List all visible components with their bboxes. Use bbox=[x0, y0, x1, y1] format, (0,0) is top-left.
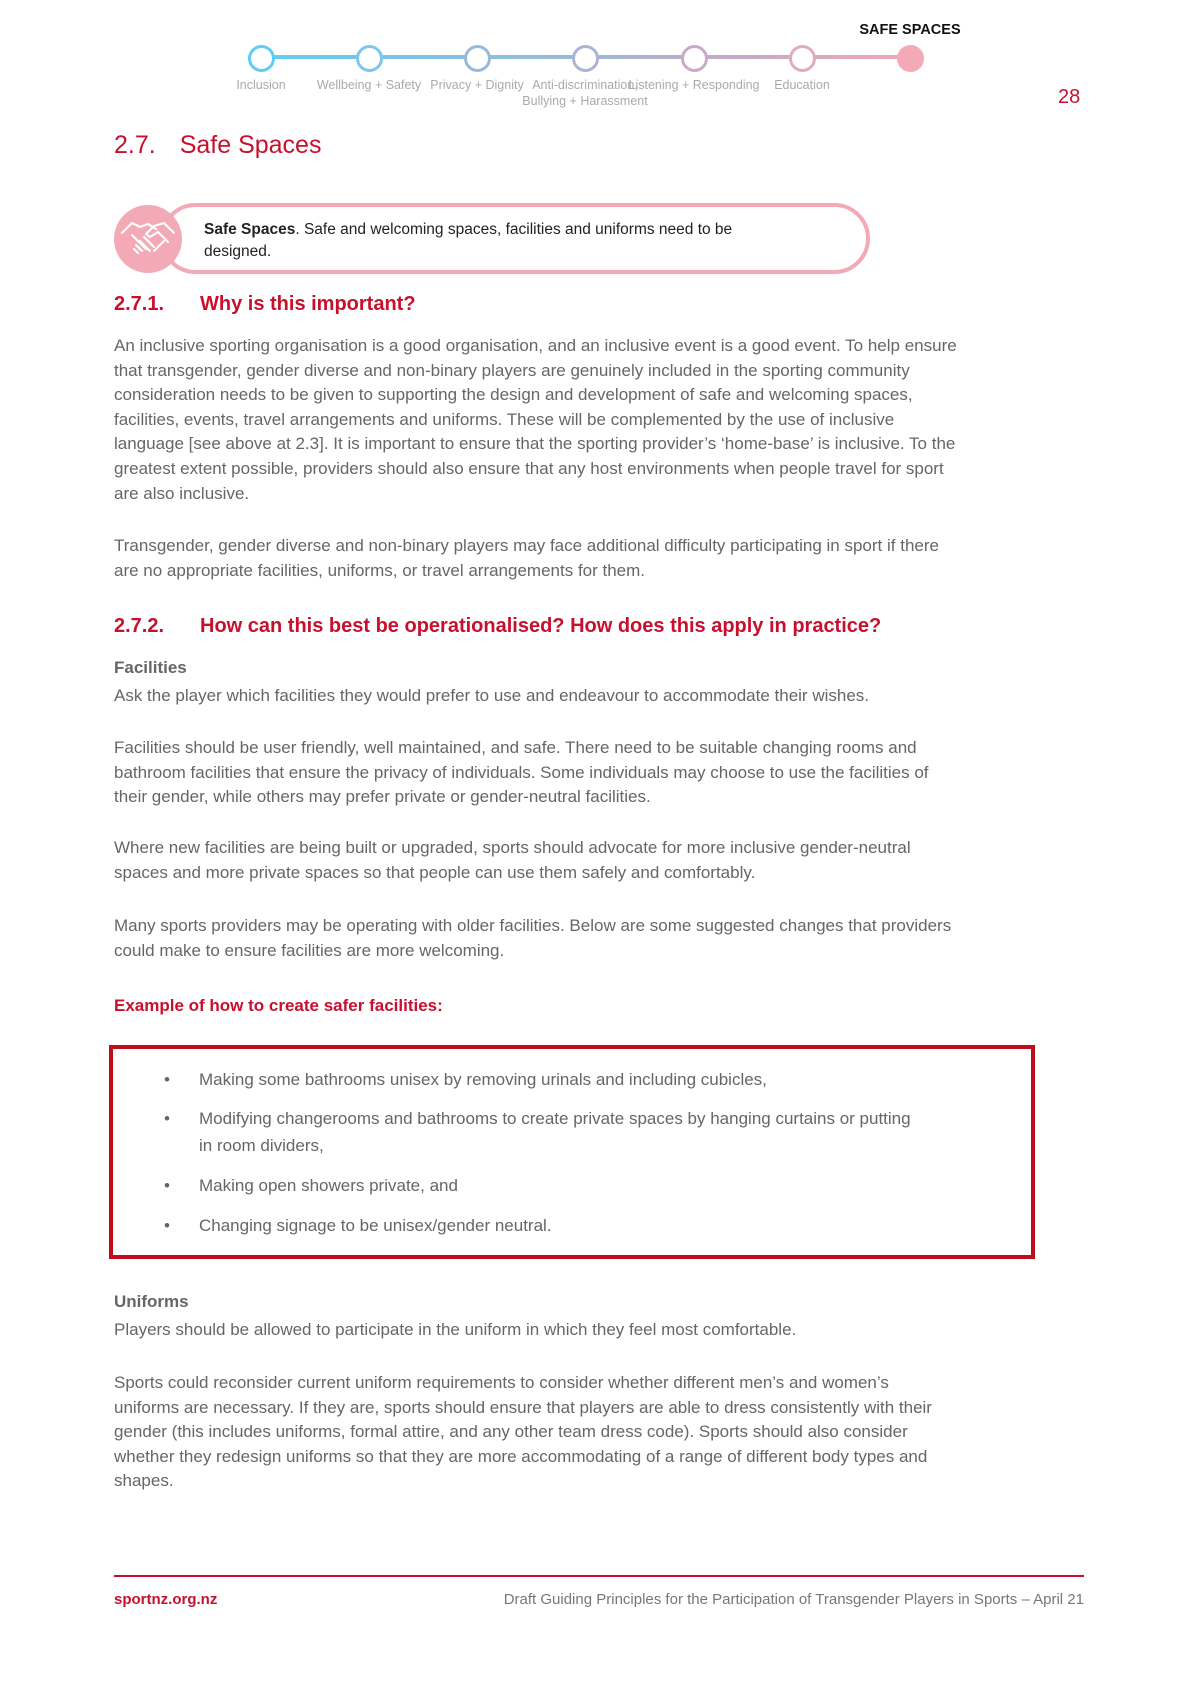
callout-text bbox=[204, 219, 784, 263]
bullet-icon: • bbox=[164, 1109, 170, 1128]
facilities-heading: Facilities bbox=[114, 658, 187, 677]
text-line: could make to ensure facilities are more welcoming. bbox=[114, 940, 505, 960]
text-line: in room dividers, bbox=[199, 1136, 324, 1155]
example-heading: Example of how to create safer facilities: bbox=[114, 996, 443, 1015]
timeline-label: Inclusion bbox=[236, 78, 286, 92]
bullet-item bbox=[199, 1172, 458, 1199]
subsection-number: 2.7.2. bbox=[114, 615, 165, 637]
footer-document-title: Draft Guiding Principles for the Participation of Transgender Players in Sports – April 21 bbox=[503, 1591, 1084, 1608]
bullet-item bbox=[199, 1066, 767, 1093]
footer-divider bbox=[114, 1575, 1084, 1577]
text-line: Many sports providers may be operating with older facilities. Below are some suggested changes that providers bbox=[114, 916, 952, 935]
section-title: Safe Spaces bbox=[179, 131, 322, 159]
timeline-dot bbox=[248, 45, 275, 72]
subsection-title: Why is this important? bbox=[200, 293, 416, 315]
text-line: whether they redesign uniforms so that they are more accommodating of a range of different body types and bbox=[114, 1446, 928, 1466]
text-line: Where new facilities are being built or upgraded, sports should advocate for more inclusive gender-neutral bbox=[114, 838, 911, 857]
text-line: are no appropriate facilities, uniforms, or travel arrangements for them. bbox=[114, 560, 646, 580]
text-line: language [see above at 2.3]. It is important to ensure that the sporting provider’s ‘home-base’ is inclusive. To the bbox=[114, 434, 956, 454]
bullet-item bbox=[199, 1212, 552, 1239]
timeline-dot bbox=[789, 45, 816, 72]
paragraph-uniforms-2 bbox=[114, 1371, 932, 1494]
page-number: 28 bbox=[1058, 86, 1081, 108]
timeline-dot bbox=[572, 45, 599, 72]
timeline-label: Education bbox=[774, 78, 830, 92]
text-line: gender (this includes uniforms, formal attire, and any other team dress code). Sports should also consider bbox=[114, 1422, 908, 1442]
paragraph-facilities-1 bbox=[114, 684, 869, 709]
bullet-icon: • bbox=[164, 1176, 170, 1195]
text-line: Transgender, gender diverse and non-binary players may face additional difficulty participating in sport if there bbox=[114, 536, 939, 555]
timeline-dot bbox=[356, 45, 383, 72]
paragraph-why-1 bbox=[114, 334, 957, 506]
timeline-label: Anti-discrimination, Bullying + Harassment bbox=[522, 78, 648, 108]
text-line: their gender, while others may prefer private or gender-neutral facilities. bbox=[114, 787, 651, 807]
timeline-dot-active bbox=[897, 45, 924, 72]
paragraph-why-2 bbox=[114, 534, 939, 583]
section-heading bbox=[114, 131, 345, 160]
callout-body: . Safe and welcoming spaces, facilities and uniforms need to be designed. bbox=[204, 221, 733, 260]
paragraph-facilities-4 bbox=[114, 914, 951, 963]
footer-site-link[interactable]: sportnz.org.nz bbox=[114, 1591, 218, 1608]
timeline-label: Wellbeing + Safety bbox=[316, 78, 422, 92]
bullet-icon: • bbox=[164, 1070, 170, 1089]
text-line: shapes. bbox=[114, 1471, 174, 1491]
text-line: Sports could reconsider current uniform requirements to consider whether different men’s and women’s bbox=[114, 1373, 889, 1392]
subsection-heading-practice bbox=[114, 615, 881, 638]
text-line: that transgender, gender diverse and non-binary players are genuinely included in the sporting community bbox=[114, 360, 910, 380]
text-line: facilities, events, travel arrangements and uniforms. These will be complemented by the use of inclusive bbox=[114, 409, 895, 429]
subsection-number: 2.7.1. bbox=[114, 293, 165, 315]
current-section-label: SAFE SPACES bbox=[859, 22, 961, 38]
section-number: 2.7. bbox=[114, 131, 156, 159]
text-line: bathroom facilities that ensure the privacy of individuals. Some individuals may choose to use the facilities of bbox=[114, 762, 929, 782]
text-line: greatest extent possible, providers should also ensure that any host environments when people travel for sport bbox=[114, 458, 944, 478]
paragraph-uniforms-1 bbox=[114, 1318, 796, 1343]
text-line: Players should be allowed to participate in the uniform in which they feel most comfortable. bbox=[114, 1320, 797, 1339]
timeline-dot bbox=[464, 45, 491, 72]
timeline-label: Privacy + Dignity bbox=[430, 78, 524, 92]
timeline-dot bbox=[681, 45, 708, 72]
text-line: consideration needs to be given to supporting the design and development of safe and welcoming spaces, bbox=[114, 385, 913, 405]
text-line: Making some bathrooms unisex by removing urinals and including cubicles, bbox=[199, 1070, 767, 1089]
uniforms-heading: Uniforms bbox=[114, 1292, 189, 1311]
paragraph-facilities-3 bbox=[114, 836, 911, 885]
text-line: Changing signage to be unisex/gender neutral. bbox=[199, 1216, 552, 1235]
text-line: uniforms are necessary. If they are, sports should ensure that players are able to dress consistently with their bbox=[114, 1397, 932, 1417]
text-line: Modifying changerooms and bathrooms to create private spaces by hanging curtains or putting bbox=[199, 1109, 911, 1128]
timeline-label: Listening + Responding bbox=[628, 78, 760, 92]
paragraph-facilities-2 bbox=[114, 736, 929, 810]
text-line: An inclusive sporting organisation is a good organisation, and an inclusive event is a good event. To help ensure bbox=[114, 336, 957, 355]
text-line: Ask the player which facilities they would prefer to use and endeavour to accommodate their wishes. bbox=[114, 686, 870, 705]
text-line: spaces and more private spaces so that people can use them safely and comfortably. bbox=[114, 862, 756, 882]
text-line: are also inclusive. bbox=[114, 483, 250, 503]
text-line: Facilities should be user friendly, well maintained, and safe. There need to be suitable changing rooms and bbox=[114, 738, 917, 757]
subsection-title: How can this best be operationalised? How does this apply in practice? bbox=[200, 615, 882, 637]
text-line: Making open showers private, and bbox=[199, 1176, 458, 1195]
bullet-item bbox=[199, 1105, 911, 1159]
subsection-heading-why bbox=[114, 293, 416, 316]
bullet-icon: • bbox=[164, 1216, 170, 1235]
callout-bold: Safe Spaces bbox=[204, 221, 296, 238]
handshake-icon bbox=[114, 205, 182, 273]
